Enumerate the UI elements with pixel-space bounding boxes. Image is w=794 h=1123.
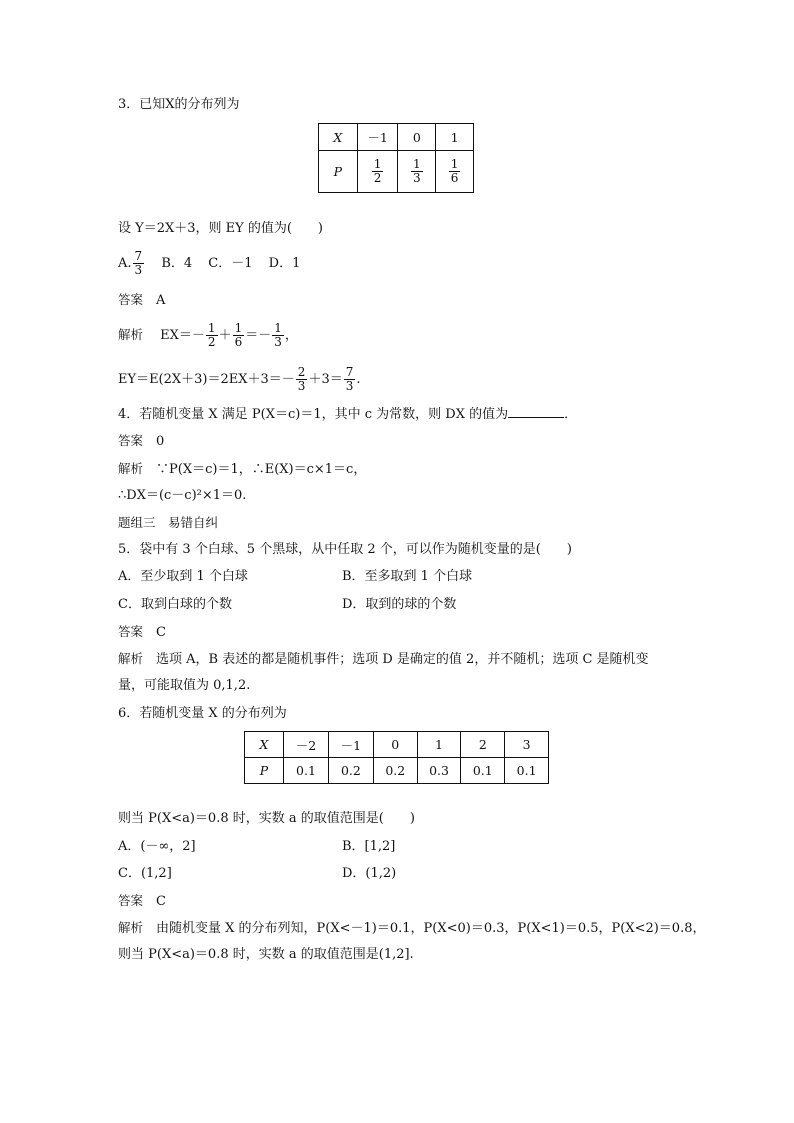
q4-answer: 答案 0 (118, 433, 165, 449)
q6-solution-line-1: 解析 由随机变量 X 的分布列知，P(X<－1)＝0.1，P(X<0)＝0.3，P(X<1)＝0.5，P(X<2)＝0.8， (118, 920, 706, 936)
q3-title: 3．已知X的分布列为 (118, 97, 240, 112)
q6-p-value: 0.1 (505, 758, 549, 784)
q6-x-header: X (245, 732, 284, 758)
q6-stem: 则当 P(X<a)＝0.8 时，实数 a 的取值范围是( ) (118, 811, 415, 826)
q3-p-value: $\frac{1}{3}$ (398, 151, 436, 193)
q3-x-value: －1 (357, 124, 398, 151)
q6-title: 6．若随机变量 X 的分布列为 (118, 706, 287, 721)
q6-x-value: 0 (373, 732, 417, 758)
q3-answer: 答案 A (118, 292, 166, 308)
q6-option-d: D．(1,2) (342, 866, 397, 881)
group3-heading: 题组三 易错自纠 (118, 515, 219, 530)
q6-x-value: 1 (417, 732, 461, 758)
q3-p-value: $\frac{1}{6}$ (436, 151, 474, 193)
q3-option-d: D．1 (268, 256, 301, 271)
q3-p-value: $\frac{1}{2}$ (357, 151, 398, 193)
q3-option-c: C．－1 (208, 256, 253, 271)
q3-option-a: A. $\frac{7}{3}$ (118, 249, 143, 277)
q6-x-value: －2 (284, 732, 329, 758)
q3-p-header: P (319, 151, 358, 193)
q6-p-value: 0.3 (417, 758, 461, 784)
q3-solution-line-1: 解析 EX＝－ $\frac{1}{2}$ ＋ $\frac{1}{6}$ ＝－ $\frac{1}{3}$ ， (118, 321, 298, 349)
q4-solution-line-2: ∴DX＝(c－c)²×1＝0. (118, 488, 247, 503)
q6-x-value: 3 (505, 732, 549, 758)
q4-stem: 4．若随机变量 X 满足 P(X＝c)＝1，其中 c 为常数，则 DX 的值为 ． (118, 407, 578, 422)
q6-p-value: 0.2 (328, 758, 373, 784)
q5-option-c: C．取到白球的个数 (118, 597, 232, 612)
q6-solution-line-2: 则当 P(X<a)＝0.8 时，实数 a 的取值范围是(1,2]. (118, 947, 414, 962)
q5-solution-line-2: 量，可能取值为 0,1,2. (118, 678, 251, 693)
q5-answer: 答案 C (118, 624, 166, 640)
q5-option-d: D．取到的球的个数 (342, 597, 457, 612)
q5-stem: 5．袋中有 3 个白球、5 个黑球，从中任取 2 个，可以作为随机变量的是( ) (118, 542, 572, 557)
q6-option-c: C．(1,2] (118, 866, 172, 881)
q5-solution-line-1: 解析 选项 A，B 表述的都是随机事件；选项 D 是确定的值 2，并不随机；选项 C 是随机变 (118, 651, 649, 667)
q4-solution-line-1: 解析 ∵P(X＝c)＝1，∴E(X)＝c×1＝c， (118, 461, 367, 477)
q3-x-value: 1 (436, 124, 474, 151)
q6-p-value: 0.1 (461, 758, 505, 784)
q3-options (118, 250, 300, 277)
q3-stem: 设 Y＝2X＋3，则 EY 的值为( ) (118, 221, 323, 236)
q6-p-value: 0.1 (284, 758, 329, 784)
q3-x-value: 0 (398, 124, 436, 151)
q5-option-a: A．至少取到 1 个白球 (118, 569, 248, 584)
q3-option-b: B．4 (161, 256, 193, 271)
q3-x-header: X (319, 124, 358, 151)
q6-option-a: A．(－∞，2] (118, 839, 196, 854)
q6-option-b: B．[1,2] (342, 839, 396, 854)
q3-distribution-table (318, 123, 474, 193)
q3-solution-line-2: EY＝E(2X＋3)＝2EX＋3＝－ $\frac{2}{3}$ ＋3＝ $\frac{7}{3}$ . (118, 365, 361, 393)
q6-distribution-table (244, 731, 549, 784)
q6-x-value: 2 (461, 732, 505, 758)
q6-x-value: －1 (328, 732, 373, 758)
answer-blank (508, 405, 564, 418)
q6-p-value: 0.2 (373, 758, 417, 784)
q6-p-header: P (245, 758, 284, 784)
q6-answer: 答案 C (118, 893, 166, 909)
q5-option-b: B．至多取到 1 个白球 (342, 569, 473, 584)
